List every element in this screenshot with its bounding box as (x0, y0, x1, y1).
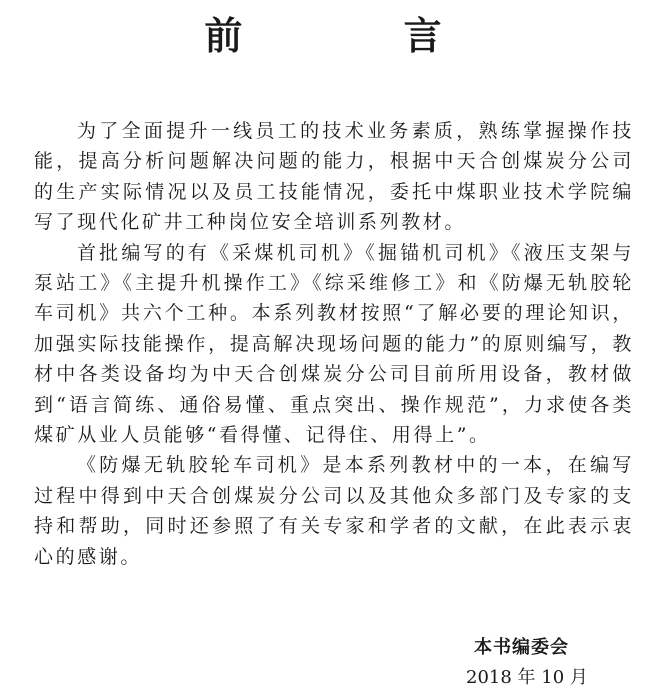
signature-date: 2018 年 10 月 (466, 667, 588, 688)
paragraph-2: 首批编写的有《采煤机司机》《掘锚机司机》《液压支架与泵站工》《主提升机操作工》《综采维修工》和《防爆无轨胶轮车司机》共六个工种。本系列教材按照“了解必要的理论知识，加强实际技能操作，提高解决现场问题的能力”的原则编写，教材中各类设备均为中天合创煤炭分公司目前所用设备，教材做到“语言简练、通俗易懂、重点突出、操作规范”，力求使各类煤矿从业人员能够“看得懂、记得住、用得上”。 (34, 241, 634, 447)
signature-organization: 本书编委会 (474, 637, 569, 658)
paragraph-3: 《防爆无轨胶轮车司机》是本系列教材中的一本，在编写过程中得到中天合创煤炭分公司以及其他众多部门及专家的支持和帮助，同时还参照了有关专家和学者的文献，在此表示衷心的感谢。 (34, 454, 634, 568)
paragraph-1: 为了全面提升一线员工的技术业务素质，熟练掌握操作技能，提高分析问题解决问题的能力，根据中天合创煤炭分公司的生产实际情况以及员工技能情况，委托中煤职业技术学院编写了现代化矿井工种岗位安全培训系列教材。 (34, 120, 634, 234)
document-body (34, 116, 634, 572)
page-title: 前 言 (204, 14, 516, 58)
